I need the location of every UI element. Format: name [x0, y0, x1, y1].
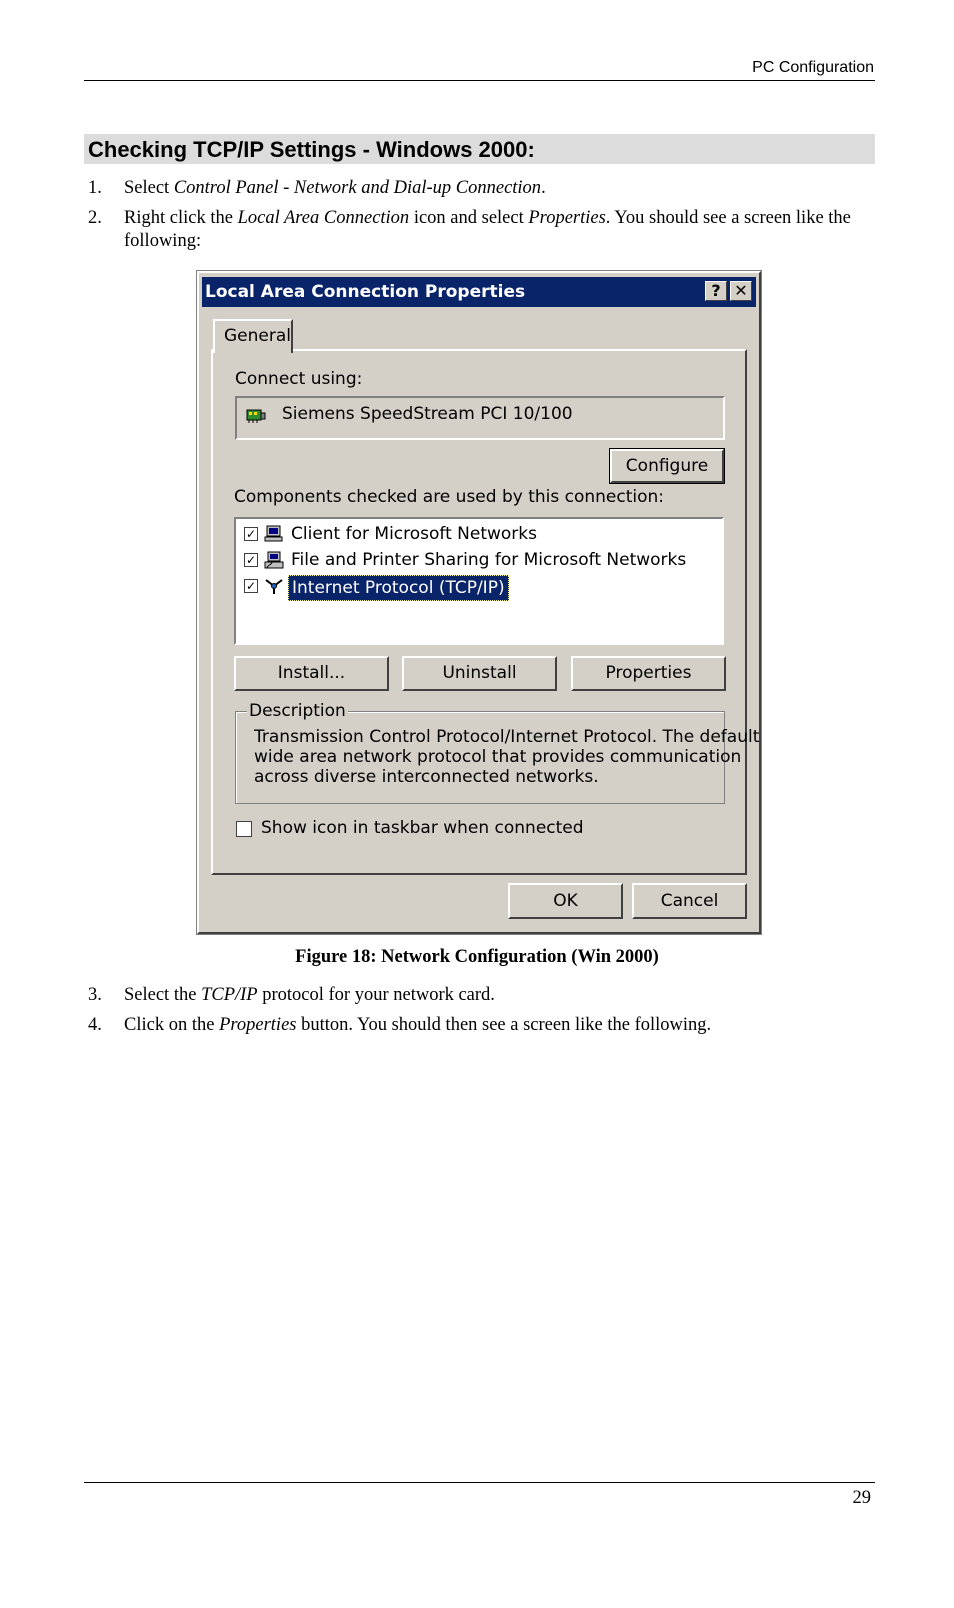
- step-number: 1.: [88, 178, 102, 198]
- emphasized-term: Control Panel - Network and Dial-up Connection: [173, 178, 542, 198]
- step-text: [124, 177, 884, 200]
- network-client-icon: [264, 525, 284, 543]
- uninstall-button[interactable]: Uninstall: [402, 656, 557, 691]
- list-item[interactable]: [236, 575, 716, 599]
- text-run: Select the: [124, 985, 202, 1005]
- component-checkbox[interactable]: ✓: [245, 527, 257, 541]
- running-header: PC Configuration: [752, 59, 874, 76]
- description-line: across diverse interconnected networks.: [254, 767, 599, 787]
- step-number: 4.: [88, 1015, 102, 1035]
- description-line: wide area network protocol that provides communication: [254, 747, 742, 767]
- help-button[interactable]: ?: [705, 281, 727, 301]
- text-run: Select: [124, 178, 174, 198]
- show-icon-checkbox[interactable]: [236, 821, 252, 837]
- text-run: Click on the: [124, 1015, 220, 1035]
- component-checkbox[interactable]: ✓: [245, 553, 257, 567]
- ok-button[interactable]: OK: [508, 883, 623, 919]
- emphasized-term: Local Area Connection: [237, 208, 410, 228]
- emphasized-term: Properties: [528, 208, 606, 228]
- figure-caption: Figure 18: Network Configuration (Win 2000): [295, 947, 659, 967]
- adapter-name: Siemens SpeedStream PCI 10/100: [282, 404, 573, 424]
- component-checkbox[interactable]: ✓: [245, 579, 257, 593]
- network-adapter-icon: [246, 407, 266, 425]
- components-label: Components checked are used by this connection:: [234, 487, 665, 507]
- dialog-titlebar[interactable]: [202, 277, 756, 307]
- text-run: .: [541, 178, 546, 198]
- tab-general[interactable]: General: [213, 319, 293, 353]
- step-text: [124, 207, 884, 253]
- text-run: button. You should then see a screen like the following.: [296, 1015, 712, 1035]
- step-number: 3.: [88, 985, 102, 1005]
- description-line: Transmission Control Protocol/Internet Protocol. The default: [254, 727, 760, 747]
- step-text: [124, 984, 884, 1007]
- properties-button[interactable]: Properties: [571, 656, 726, 691]
- section-heading: Checking TCP/IP Settings - Windows 2000:: [84, 134, 875, 164]
- text-run: Right click the: [124, 208, 238, 228]
- emphasized-term: Properties: [219, 1015, 297, 1035]
- description-title: Description: [249, 701, 346, 721]
- text-run: icon and select: [409, 208, 529, 228]
- footer-rule: [84, 1482, 875, 1483]
- component-label: File and Printer Sharing for Microsoft Networks: [291, 550, 687, 570]
- list-item[interactable]: [236, 523, 716, 547]
- show-icon-label: Show icon in taskbar when connected: [261, 818, 584, 838]
- cancel-button[interactable]: Cancel: [632, 883, 747, 919]
- components-list[interactable]: [234, 517, 724, 645]
- protocol-icon: [264, 577, 284, 595]
- configure-button[interactable]: Configure: [610, 449, 724, 483]
- header-rule: [84, 80, 875, 81]
- step-number: 2.: [88, 208, 102, 228]
- adapter-field: [235, 396, 725, 440]
- connect-using-label: Connect using:: [235, 369, 363, 389]
- text-run: . You should see a screen like the following:: [124, 208, 851, 251]
- close-button[interactable]: ✕: [730, 281, 752, 301]
- text-run: protocol for your network card.: [257, 985, 495, 1005]
- list-item[interactable]: [236, 549, 716, 573]
- install-button[interactable]: Install...: [234, 656, 389, 691]
- component-label-selected: Internet Protocol (TCP/IP): [288, 575, 509, 601]
- component-label: Client for Microsoft Networks: [291, 524, 538, 544]
- lan-properties-dialog: [197, 271, 761, 934]
- dialog-title: Local Area Connection Properties: [205, 282, 526, 302]
- step-text: [124, 1014, 884, 1037]
- emphasized-term: TCP/IP: [201, 985, 258, 1005]
- file-printer-sharing-icon: [264, 551, 284, 569]
- page-number: 29: [852, 1488, 871, 1508]
